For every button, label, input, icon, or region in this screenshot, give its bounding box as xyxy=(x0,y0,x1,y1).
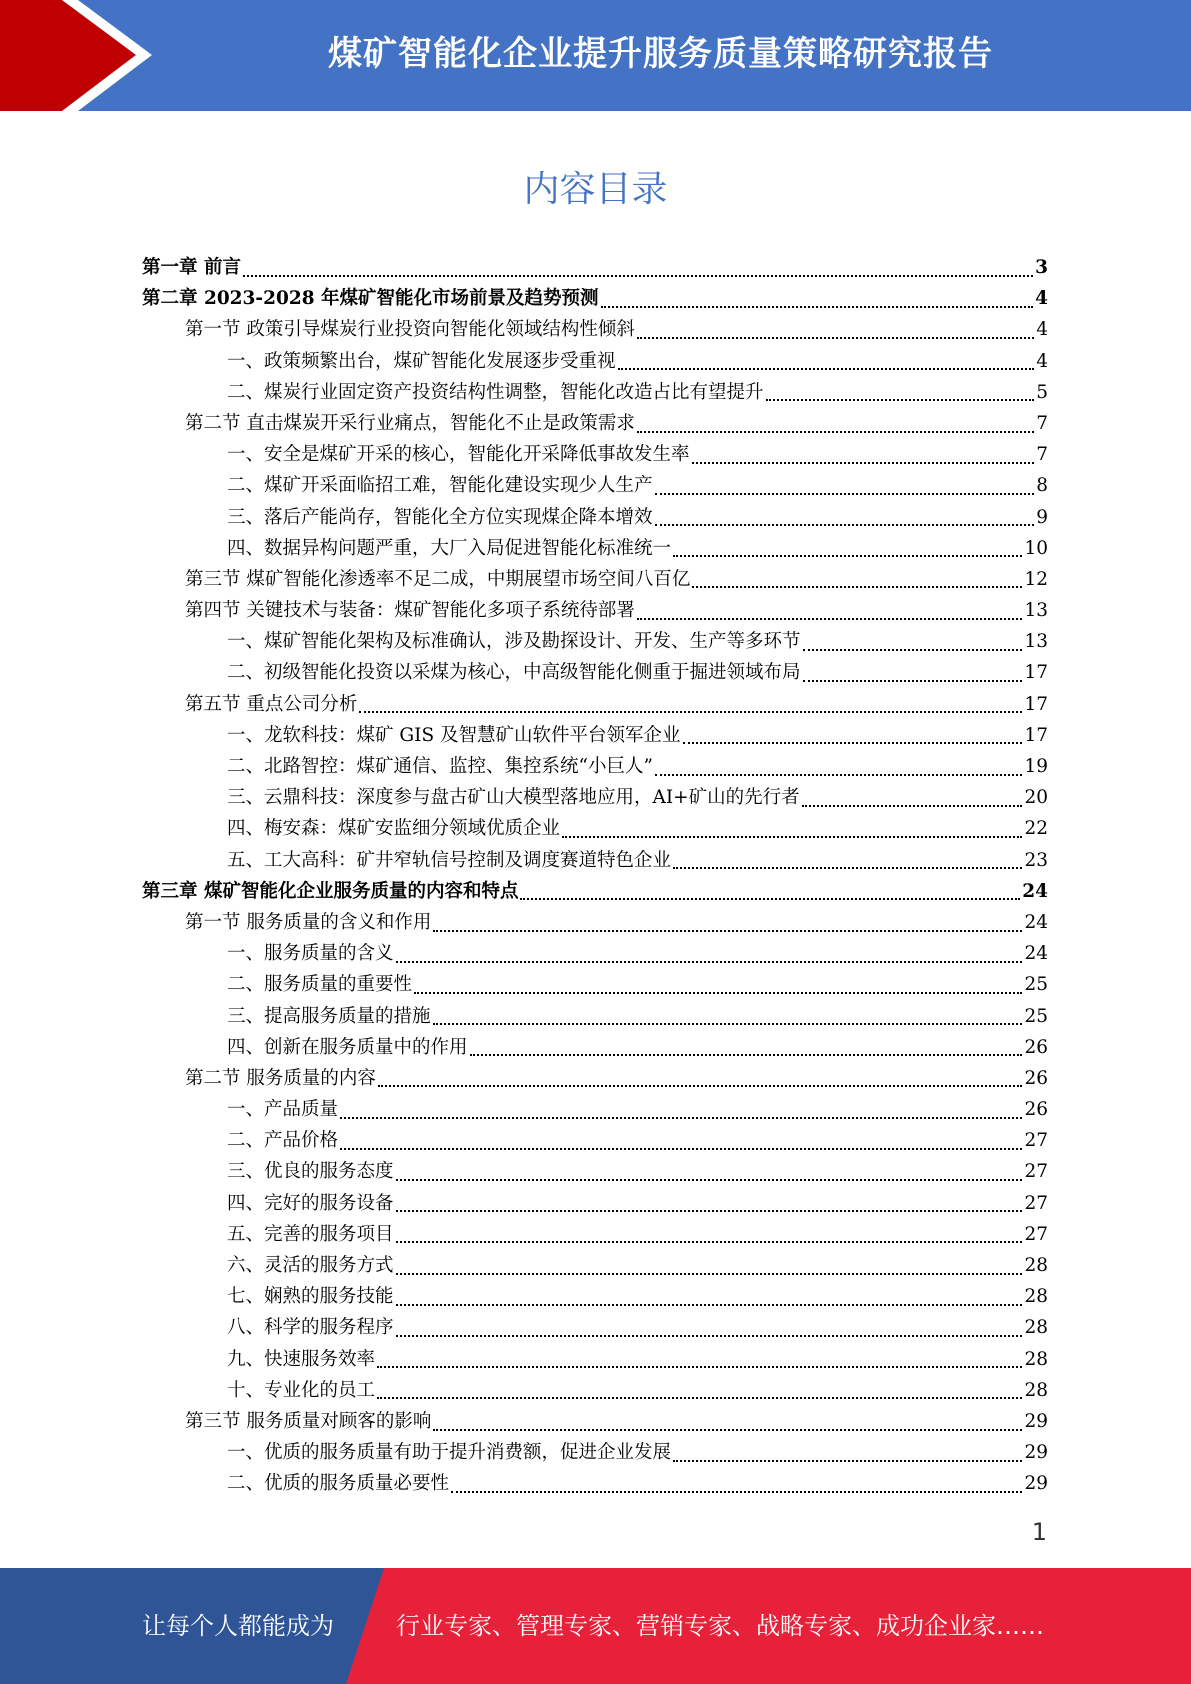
toc-entry[interactable] xyxy=(142,969,1048,1000)
toc-entry-page: 25 xyxy=(1024,1005,1048,1027)
dot-leader xyxy=(340,1117,1022,1119)
dot-leader xyxy=(673,555,1022,557)
footer-slogan-right: 行业专家、管理专家、营销专家、战略专家、成功企业家…… xyxy=(396,1612,1044,1640)
dot-leader xyxy=(396,1241,1023,1243)
toc-entry-page: 23 xyxy=(1024,849,1048,871)
toc-entry[interactable] xyxy=(142,1406,1048,1437)
toc-entry-page: 7 xyxy=(1036,412,1048,434)
dot-leader xyxy=(673,867,1022,869)
toc-entry-title: 一、服务质量的含义 xyxy=(227,943,394,965)
dot-leader xyxy=(396,961,1023,963)
toc-entry-page: 17 xyxy=(1024,693,1048,715)
toc-entry-title: 第三章 煤矿智能化企业服务质量的内容和特点 xyxy=(142,880,519,902)
dot-leader xyxy=(655,524,1035,526)
toc-entry[interactable] xyxy=(142,1156,1048,1187)
toc-entry-page: 24 xyxy=(1024,943,1048,965)
toc-entry[interactable] xyxy=(142,1188,1048,1219)
toc-entry-page: 25 xyxy=(1024,974,1048,996)
dot-leader xyxy=(451,1491,1022,1493)
toc-entry[interactable] xyxy=(142,283,1048,314)
toc-entry[interactable] xyxy=(142,845,1048,876)
dot-leader xyxy=(618,368,1035,370)
toc-entry[interactable] xyxy=(142,876,1048,907)
toc-entry-title: 一、煤矿智能化架构及标准确认，涉及勘探设计、开发、生产等多环节 xyxy=(227,631,801,653)
toc-entry-title: 二、服务质量的重要性 xyxy=(227,974,413,996)
toc-entry[interactable] xyxy=(142,346,1048,377)
dot-leader xyxy=(377,1366,1022,1368)
toc-entry[interactable] xyxy=(142,1125,1048,1156)
toc-entry[interactable] xyxy=(142,1344,1048,1375)
toc-entry[interactable] xyxy=(142,1281,1048,1312)
toc-entry-page: 28 xyxy=(1024,1255,1048,1276)
footer-banner xyxy=(0,1568,1191,1684)
toc-entry-page: 19 xyxy=(1024,756,1048,777)
dot-leader xyxy=(396,1273,1023,1275)
toc-entry-page: 28 xyxy=(1024,1317,1048,1339)
toc-entry-title: 九、快速服务效率 xyxy=(227,1348,376,1370)
toc-entry[interactable] xyxy=(142,657,1048,688)
toc-entry-page: 12 xyxy=(1024,568,1048,590)
toc-entry-title: 第一章 前言 xyxy=(142,257,241,278)
toc-entry[interactable] xyxy=(142,938,1048,969)
toc-entry[interactable] xyxy=(142,502,1048,533)
toc-entry-title: 第三节 煤矿智能化渗透率不足二成，中期展望市场空间八百亿 xyxy=(185,568,691,590)
toc-entry[interactable] xyxy=(142,314,1048,345)
toc-entry-title: 八、科学的服务程序 xyxy=(227,1317,394,1339)
toc-entry[interactable] xyxy=(142,595,1048,626)
toc-entry-title: 三、云鼎科技：深度参与盘古矿山大模型落地应用，AI+矿山的先行者 xyxy=(227,787,800,809)
toc-entry-title: 第一节 服务质量的含义和作用 xyxy=(185,911,432,933)
dot-leader xyxy=(655,774,1023,776)
dot-leader xyxy=(802,805,1023,807)
toc-entry-title: 四、梅安森：煤矿安监细分领域优质企业 xyxy=(227,818,561,840)
toc-entry[interactable] xyxy=(142,1094,1048,1125)
toc-entry-page: 28 xyxy=(1024,1348,1048,1370)
toc-entry-title: 一、产品质量 xyxy=(227,1099,339,1121)
toc-entry[interactable] xyxy=(142,1468,1048,1499)
toc-entry[interactable] xyxy=(142,1032,1048,1063)
toc-entry[interactable] xyxy=(142,813,1048,844)
dot-leader xyxy=(520,898,1020,900)
toc-heading: 内容目录 xyxy=(523,169,668,210)
toc-entry-page: 8 xyxy=(1036,475,1048,497)
toc-entry-title: 十、专业化的员工 xyxy=(227,1379,376,1401)
dot-leader xyxy=(601,306,1034,308)
toc-entry-title: 二、产品价格 xyxy=(227,1130,339,1152)
report-title: 煤矿智能化企业提升服务质量策略研究报告 xyxy=(328,34,993,74)
dot-leader xyxy=(396,1304,1023,1306)
dot-leader xyxy=(803,680,1023,682)
toc-entry[interactable] xyxy=(142,1375,1048,1406)
toc-entry-page: 7 xyxy=(1036,444,1048,466)
toc-entry-title: 一、优质的服务质量有助于提升消费额，促进企业发展 xyxy=(227,1442,672,1464)
toc-entry-title: 第二节 服务质量的内容 xyxy=(185,1067,376,1089)
dot-leader xyxy=(637,618,1023,620)
toc-entry-page: 26 xyxy=(1024,1067,1048,1089)
dot-leader xyxy=(414,992,1022,994)
dot-leader xyxy=(359,711,1022,713)
toc-entry-title: 第四节 关键技术与装备：煤矿智能化多项子系统待部署 xyxy=(185,600,635,622)
toc-entry-title: 一、政策频繁出台，煤矿智能化发展逐步受重视 xyxy=(227,350,616,372)
toc-entry-page: 10 xyxy=(1024,537,1048,559)
toc-entry[interactable] xyxy=(142,1312,1048,1343)
dot-leader xyxy=(378,1085,1023,1087)
dot-leader xyxy=(692,462,1035,464)
dot-leader xyxy=(433,1429,1022,1431)
dot-leader xyxy=(692,586,1022,588)
toc-entry-title: 一、安全是煤矿开采的核心，智能化开采降低事故发生率 xyxy=(227,444,690,466)
dot-leader xyxy=(637,431,1034,433)
dot-leader xyxy=(377,1397,1022,1399)
toc-entry[interactable] xyxy=(142,564,1048,595)
toc-entry-page: 13 xyxy=(1024,600,1048,622)
dot-leader xyxy=(655,493,1035,495)
toc-entry-title: 第五节 重点公司分析 xyxy=(185,693,358,715)
dot-leader xyxy=(243,275,1033,277)
toc-entry-title: 二、煤炭行业固定资产投资结构性调整，智能化改造占比有望提升 xyxy=(227,381,764,403)
dot-leader xyxy=(396,1210,1023,1212)
dot-leader xyxy=(340,1148,1022,1150)
toc-entry-page: 26 xyxy=(1024,1099,1048,1121)
toc-entry[interactable] xyxy=(142,626,1048,657)
toc-entry-page: 5 xyxy=(1036,381,1048,403)
toc-entry-title: 四、完好的服务设备 xyxy=(227,1192,394,1214)
toc-entry-page: 4 xyxy=(1036,350,1048,372)
toc-entry[interactable] xyxy=(142,1250,1048,1281)
toc-entry-page: 3 xyxy=(1035,257,1048,278)
toc-entry-page: 22 xyxy=(1024,818,1048,840)
toc-entry-title: 七、娴熟的服务技能 xyxy=(227,1286,394,1308)
toc-entry-page: 13 xyxy=(1024,631,1048,653)
toc-entry[interactable] xyxy=(142,1063,1048,1094)
toc-entry-page: 27 xyxy=(1024,1130,1048,1152)
toc-entry-page: 29 xyxy=(1024,1442,1048,1464)
toc-entry-title: 第二章 2023-2028 年煤矿智能化市场前景及趋势预测 xyxy=(142,288,599,310)
toc-entry-page: 27 xyxy=(1024,1223,1048,1245)
dot-leader xyxy=(803,649,1023,651)
toc-entry[interactable] xyxy=(142,689,1048,720)
toc-entry-page: 27 xyxy=(1024,1161,1048,1183)
toc-entry[interactable] xyxy=(142,751,1048,782)
toc-entry-page: 28 xyxy=(1024,1379,1048,1401)
toc-entry-title: 五、工大高科：矿井窄轨信号控制及调度赛道特色企业 xyxy=(227,849,672,871)
toc-entry[interactable] xyxy=(142,533,1048,564)
toc-entry-page: 29 xyxy=(1024,1473,1048,1495)
toc-entry-title: 二、煤矿开采面临招工难，智能化建设实现少人生产 xyxy=(227,475,653,497)
dot-leader xyxy=(637,337,1034,339)
dot-leader xyxy=(683,742,1023,744)
toc-entry-title: 二、优质的服务质量必要性 xyxy=(227,1473,450,1495)
dot-leader xyxy=(433,1023,1023,1025)
toc-entry[interactable] xyxy=(142,470,1048,501)
dot-leader xyxy=(433,930,1022,932)
toc-entry-title: 二、初级智能化投资以采煤为核心，中高级智能化侧重于掘进领域布局 xyxy=(227,662,801,684)
toc-entry[interactable] xyxy=(142,408,1048,439)
toc-entry[interactable] xyxy=(142,1001,1048,1032)
dot-leader xyxy=(766,399,1035,401)
toc-entry-page: 4 xyxy=(1036,319,1048,341)
toc-entry-page: 17 xyxy=(1024,724,1048,746)
toc-entry[interactable] xyxy=(142,1219,1048,1250)
toc-entry-title: 四、创新在服务质量中的作用 xyxy=(227,1036,468,1058)
toc-entry-title: 四、数据异构问题严重，大厂入局促进智能化标准统一 xyxy=(227,537,672,559)
toc-entry-title: 六、灵活的服务方式 xyxy=(227,1255,394,1276)
toc-entry-page: 24 xyxy=(1022,880,1048,902)
toc-entry[interactable] xyxy=(142,377,1048,408)
footer-slogan-left: 让每个人都能成为 xyxy=(142,1612,334,1640)
toc-entry[interactable] xyxy=(142,1437,1048,1468)
toc-entry-page: 9 xyxy=(1036,506,1048,528)
toc-entry[interactable] xyxy=(142,907,1048,938)
toc-entry[interactable] xyxy=(142,439,1048,470)
toc-entry[interactable] xyxy=(142,252,1048,283)
dot-leader xyxy=(470,1054,1023,1056)
toc-entry-page: 27 xyxy=(1024,1192,1048,1214)
toc-entry-title: 三、优良的服务态度 xyxy=(227,1161,394,1183)
toc-entry[interactable] xyxy=(142,720,1048,751)
toc-entry-title: 第一节 政策引导煤炭行业投资向智能化领域结构性倾斜 xyxy=(185,319,635,341)
toc-entry-page: 20 xyxy=(1024,787,1048,809)
table-of-contents xyxy=(142,252,1048,1500)
dot-leader xyxy=(562,836,1022,838)
dot-leader xyxy=(673,1460,1022,1462)
toc-entry-title: 第二节 直击煤炭开采行业痛点，智能化不止是政策需求 xyxy=(185,412,635,434)
toc-entry-title: 三、落后产能尚存，智能化全方位实现煤企降本增效 xyxy=(227,506,653,528)
dot-leader xyxy=(396,1179,1023,1181)
toc-entry-title: 一、龙软科技：煤矿 GIS 及智慧矿山软件平台领军企业 xyxy=(227,724,681,746)
toc-entry-page: 28 xyxy=(1024,1286,1048,1308)
toc-entry-title: 第三节 服务质量对顾客的影响 xyxy=(185,1410,432,1432)
toc-entry-page: 24 xyxy=(1024,911,1048,933)
toc-entry-page: 26 xyxy=(1024,1036,1048,1058)
toc-entry[interactable] xyxy=(142,782,1048,813)
toc-entry-title: 五、完善的服务项目 xyxy=(227,1223,394,1245)
toc-entry-page: 4 xyxy=(1035,288,1048,310)
toc-entry-title: 二、北路智控：煤矿通信、监控、集控系统“小巨人” xyxy=(227,756,653,777)
toc-entry-page: 17 xyxy=(1024,662,1048,684)
dot-leader xyxy=(396,1335,1023,1337)
header-banner xyxy=(0,0,1191,111)
page-number: 1 xyxy=(1031,1518,1047,1546)
toc-entry-page: 29 xyxy=(1024,1410,1048,1432)
toc-entry-title: 三、提高服务质量的措施 xyxy=(227,1005,431,1027)
